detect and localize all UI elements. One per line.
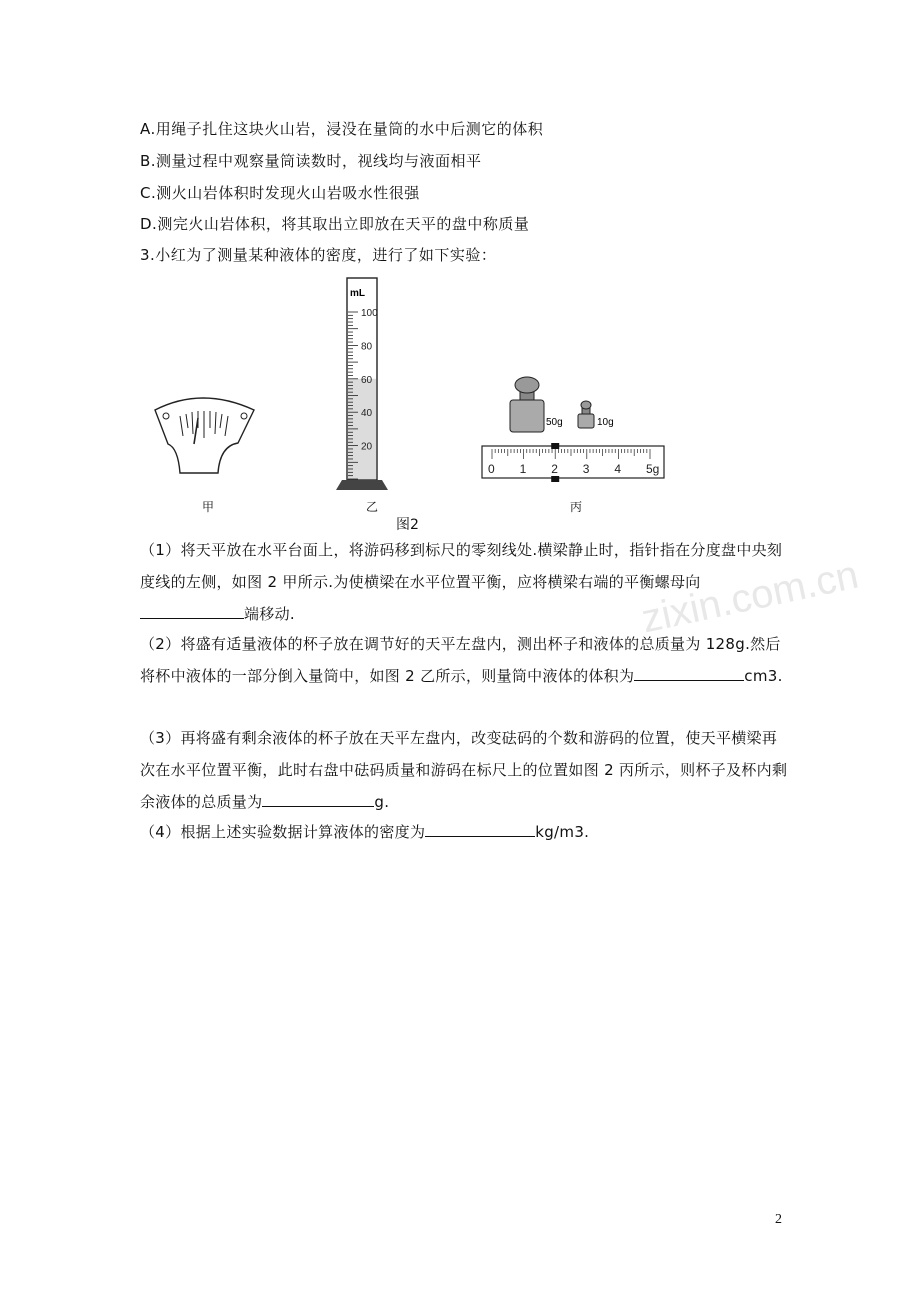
figure-label-yi: 乙 (366, 500, 379, 514)
cylinder-tick-label: 40 (361, 408, 373, 420)
watermark: zixin.com.cn (637, 552, 863, 642)
weight-50g-label: 50g (546, 417, 563, 428)
answer-blank-3[interactable] (262, 790, 374, 807)
rider-tick-label: 3 (582, 462, 590, 476)
sub-question-2: （2）将盛有适量液体的杯子放在调节好的天平左盘内，测出杯子和液体的总质量为 128g.然后将杯中液体的一部分倒入量筒中，如图 2 乙所示，则量筒中液体的体积为 cm3. (140, 635, 783, 685)
rider-tick-label: 0 (488, 462, 495, 476)
cylinder-tick-label: 60 (361, 374, 373, 386)
cylinder-tick-label: 100 (361, 308, 378, 319)
page-number: 2 (775, 1212, 782, 1227)
figure-2 (150, 268, 680, 518)
cylinder-tick-label: 80 (361, 341, 373, 353)
rider-tick-label: 1 (519, 462, 527, 476)
sub-question-3: （3）再将盛有剩余液体的杯子放在天平左盘内，改变砝码的个数和游码的位置，使天平横梁再次在水平位置平衡，此时右盘中砝码质量和游码在标尺上的位置如图 2 丙所示，则杯子及杯内剩余液体的总质量为 g. (140, 729, 788, 811)
question-3: 3.小红为了测量某种液体的密度，进行了如下实验： (140, 246, 497, 264)
cylinder-tick-label: 20 (361, 441, 373, 453)
option-a: A.用绳子扎住这块火山岩，浸没在量筒的水中后测它的体积 (140, 120, 544, 138)
option-b: B.测量过程中观察量筒读数时，视线均与液面相平 (140, 152, 482, 170)
sub-question-1: （1）将天平放在水平台面上，将游码移到标尺的零刻线处.横梁静止时，指针指在分度盘中央刻度线的左侧，如图 2 甲所示.为使横梁在水平位置平衡，应将横梁右端的平衡螺母向端移动. (140, 541, 783, 623)
weights-figure (510, 377, 614, 432)
answer-blank-4[interactable] (425, 820, 535, 837)
option-c: C.测火山岩体积时发现火山岩吸水性很强 (140, 184, 420, 202)
balance-dial-figure (155, 398, 254, 473)
sub-question-4: （4）根据上述实验数据计算液体的密度为 kg/m3. (140, 816, 790, 848)
figure-label-jia: 甲 (202, 500, 215, 514)
measuring-cylinder-figure (336, 278, 388, 490)
weight-10g-label: 10g (597, 417, 614, 428)
figure-label-bing: 丙 (570, 500, 583, 514)
cylinder-unit: mL (350, 288, 365, 299)
figure-caption: 图2 (396, 517, 419, 533)
rider-scale-figure (482, 443, 664, 482)
rider-tick-label: 2 (551, 462, 558, 476)
answer-blank-1[interactable] (140, 602, 244, 619)
answer-blank-2[interactable] (634, 664, 744, 681)
rider-tick-label: 4 (614, 462, 622, 476)
option-d: D.测完火山岩体积，将其取出立即放在天平的盘中称质量 (140, 215, 530, 233)
rider-tick-label: 5g (646, 462, 660, 476)
